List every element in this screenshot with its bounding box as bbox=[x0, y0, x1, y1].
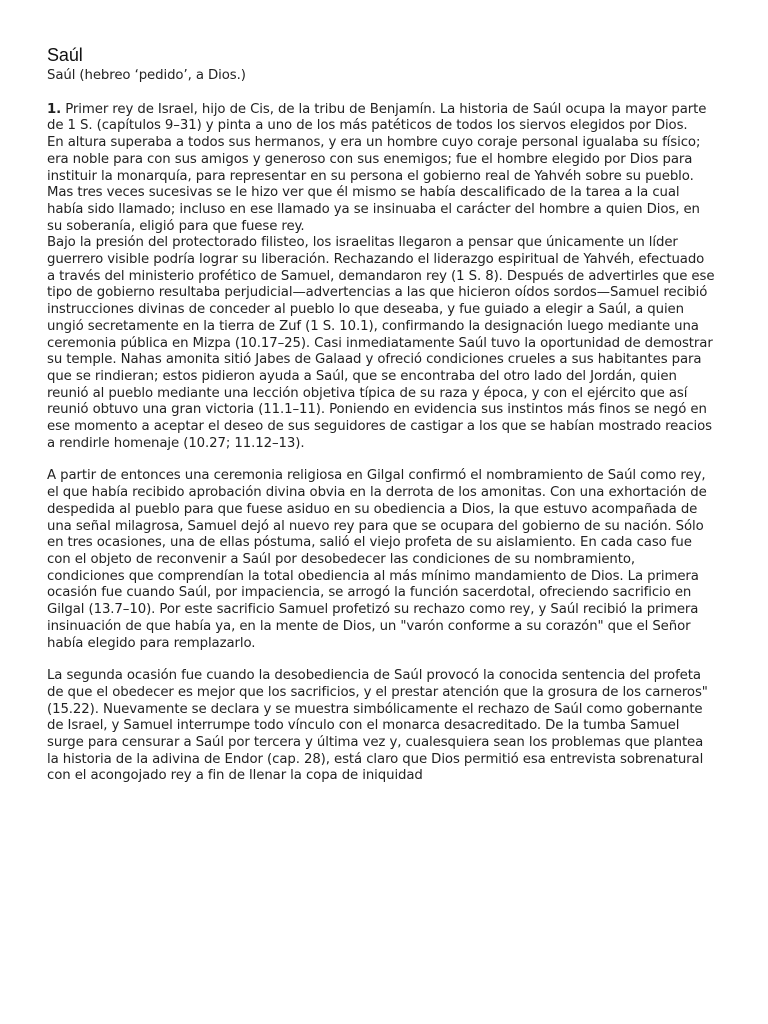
subtitle: Saúl (hebreo ‘pedido’, a Dios.) bbox=[47, 68, 246, 83]
section-number: 1. bbox=[47, 101, 62, 117]
paragraph-1-text: Primer rey de Israel, hijo de Cis, de la tribu de Benjamín. La historia de Saúl ocupa la mayor parte de 1 S. (capítulos 9–31) y pinta a uno de los más patéticos de todos los siervos elegidos por Dios. bbox=[47, 101, 707, 134]
document-page bbox=[47, 44, 715, 785]
paragraph-3: Bajo la presión del protectorado filisteo, los israelitas llegaron a pensar que únicamente un líder guerrero visible podría lograr su liberación. Rechazando el liderazgo espiritual de Yahvéh, efectuado a través del ministerio profético de Samuel, demandaron rey (1 S. 8). Después de advertirles que ese tipo de gobierno resultaba perjudicial—advertencias a las que hicieron oídos sordos—Samuel recibió instrucciones divinas de conceder al pueblo lo que deseaba, y fue guiado a elegir a Saúl, a quien ungió secretamente en la tierra de Zuf (1 S. 10.1), confirmando la designación luego mediante una ceremonia pública en Mizpa (10.17–25). Casi inmediatamente Saúl tuvo la oportunidad de demostrar su temple. Nahas amonita sitió Jabes de Galaad y ofreció condiciones crueles a sus habitantes para que se rindieran; estos pidieron ayuda a Saúl, que se encontraba del otro lado del Jordán, quien reunió al pueblo mediante una lección objetiva típica de su raza y época, y con el ejército que así reunió obtuvo una gran victoria (11.1–11). Poniendo en evidencia sus instintos más finos se negó en ese momento a aceptar el deseo de sus seguidores de castigar a los que se habían mostrado reacios a rendirle homenaje (10.27; 11.12–13). bbox=[47, 235, 715, 451]
page-title: Saúl bbox=[47, 45, 83, 65]
paragraph-4: A partir de entonces una ceremonia religiosa en Gilgal confirmó el nombramiento de Saúl como rey, el que había recibido aprobación divina obvia en la derrota de los amonitas. Con una exhortación de despedida al pueblo para que fuese asiduo en su obediencia a Dios, la que estuvo acompañada de una señal milagrosa, Samuel dejó al nuevo rey para que se ocupara del gobierno de su nación. Sólo en tres ocasiones, una de ellas póstuma, salió el viejo profeta de su aislamiento. En cada caso fue con el objeto de reconvenir a Saúl por desobedecer las condiciones de su nombramiento, condiciones que comprendían la total obediencia al más mínimo mandamiento de Dios. La primera ocasión fue cuando Saúl, por impaciencia, se arrogó la función sacerdotal, ofreciendo sacrificio en Gilgal (13.7–10). Por este sacrificio Samuel profetizó su rechazo como rey, y Saúl recibió la primera insinuación de que había ya, en la mente de Dios, un "varón conforme a su corazón" que el Señor había elegido para remplazarlo. bbox=[47, 468, 707, 651]
paragraph-2: En altura superaba a todos sus hermanos, y era un hombre cuyo coraje personal igualaba su físico; era noble para con sus amigos y generoso con sus enemigos; fue el hombre elegido por Dios para instituir la monarquía, para representar en su persona el gobierno real de Yahvéh sobre su pueblo. Mas tres veces sucesivas se le hizo ver que él mismo se había descalificado de la tarea a la cual había sido llamado; incluso en ese llamado ya se insinuaba el carácter del hombre a quien Dios, en su soberanía, eligió para que fuese rey. bbox=[47, 135, 701, 234]
paragraph-5: La segunda ocasión fue cuando la desobediencia de Saúl provocó la conocida sentencia del profeta de que el obedecer es mejor que los sacrificios, y el prestar atención que la grosura de los carneros" (15.22). Nuevamente se declara y se muestra simbólicamente el rechazo de Saúl como gobernante de Israel, y Samuel interrumpe todo vínculo con el monarca desacreditado. De la tumba Samuel surge para censurar a Saúl por tercera y última vez y, cualesquiera sean los problemas que plantea la historia de la adivina de Endor (cap. 28), está claro que Dios permitió esa entrevista sobrenatural con el acongojado rey a fin de llenar la copa de iniquidad bbox=[47, 668, 708, 784]
paragraph-1 bbox=[47, 102, 715, 135]
